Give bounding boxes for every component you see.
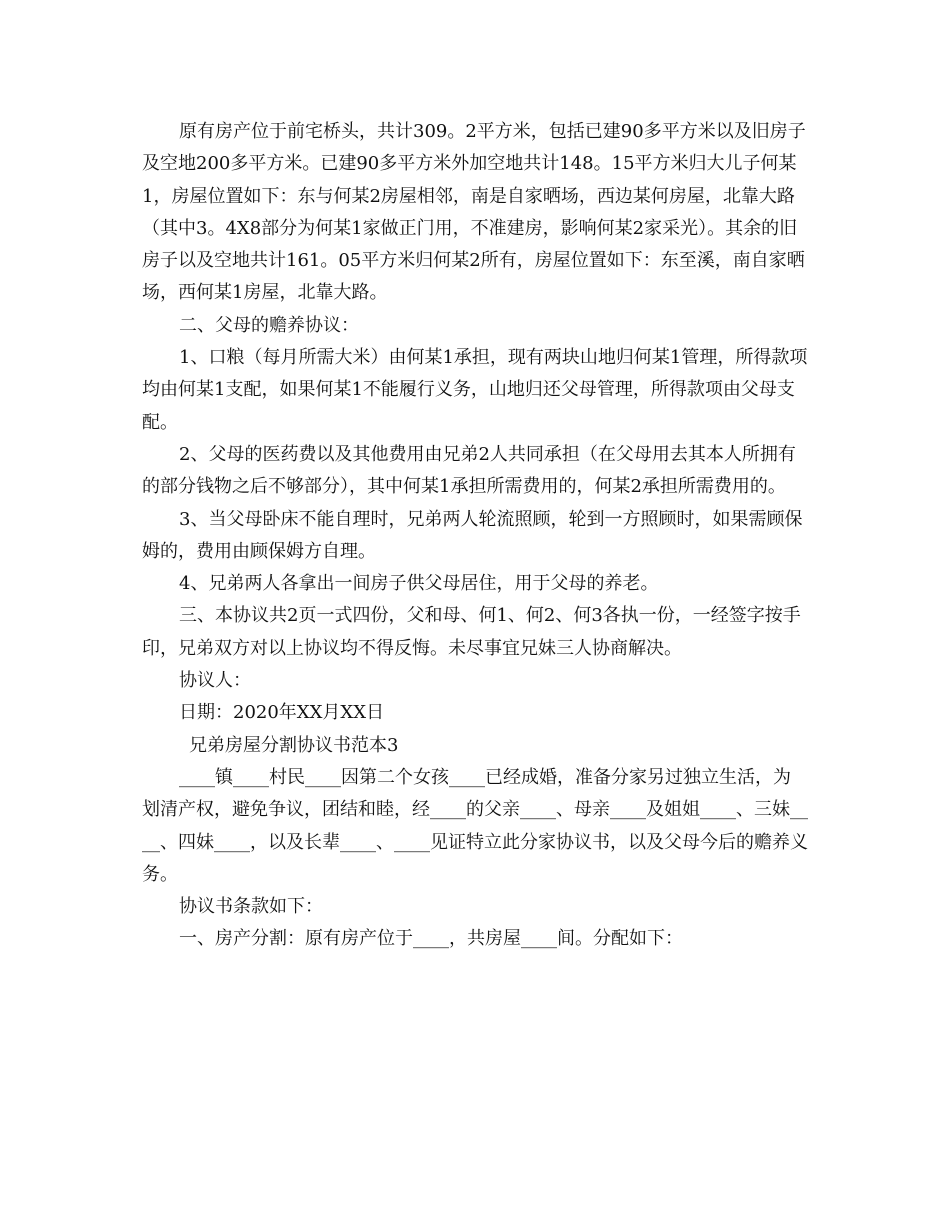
paragraph-property-description: 原有房产位于前宅桥头，共计309。2平方米，包括已建90多平方米以及旧房子及空地200多平方米。已建90多平方米外加空地共计148。15平方米归大儿子何某1，房屋位置如下：东与何某2房屋相邻，南是自家晒场，西边某何房屋，北靠大路（其中3。4X8部分为何某1家做正门用，不准建房，影响何某2家采光）。其余的旧房子以及空地共计161。05平方米归何某2所有，房屋位置如下：东至溪，南自家晒场，西何某1房屋，北靠大路。 — [142, 121, 806, 304]
document-body — [142, 116, 808, 956]
section-title-template-3: 兄弟房屋分割协议书范本3 — [189, 734, 399, 756]
paragraph-clause-care: 3、当父母卧床不能自理时，兄弟两人轮流照顾，轮到一方照顾时，如果需顾保姆的，费用由顾保姆方自理。 — [142, 508, 803, 562]
paragraph-agreement-copies: 三、本协议共2页一式四份，父和母、何1、何2、何3各执一份，一经签字按手印，兄弟双方对以上协议均不得反悔。未尽事宜兄妹三人协商解决。 — [142, 605, 801, 659]
paragraph-property-division: 一、房产分割：原有房产位于____，共房屋____间。分配如下： — [179, 928, 683, 950]
paragraph-clause-housing: 4、兄弟两人各拿出一间房子供父母居住，用于父母的养老。 — [179, 573, 659, 595]
paragraph-clause-medical: 2、父母的医药费以及其他费用由兄弟2人共同承担（在父母用去其本人所拥有的部分钱物之后不够部分），其中何某1承担所需费用的，何某2承担所需费用的。 — [142, 443, 796, 498]
paragraph-clause-food: 1、口粮（每月所需大米）由何某1承担，现有两块山地归何某1管理，所得款项均由何某1支配，如果何某1不能履行义务，山地归还父母管理，所得款项由父母支配。 — [142, 347, 808, 433]
paragraph-template-intro: ____镇____村民____因第二个女孩____已经成婚，准备分家另过独立生活，为划清产权，避免争议，团结和睦，经____的父亲____、母亲____及姐姐____、三妹____、四妹____，以及长辈____、____见证特立此分家协议书，以及父母今后的赡养义务。 — [142, 766, 808, 885]
paragraph-terms-heading: 协议书条款如下： — [179, 896, 323, 918]
paragraph-heading-parent-support: 二、父母的赡养协议： — [179, 314, 359, 336]
paragraph-date: 日期：2020年XX月XX日 — [179, 702, 385, 724]
paragraph-signatories: 协议人： — [179, 670, 251, 692]
